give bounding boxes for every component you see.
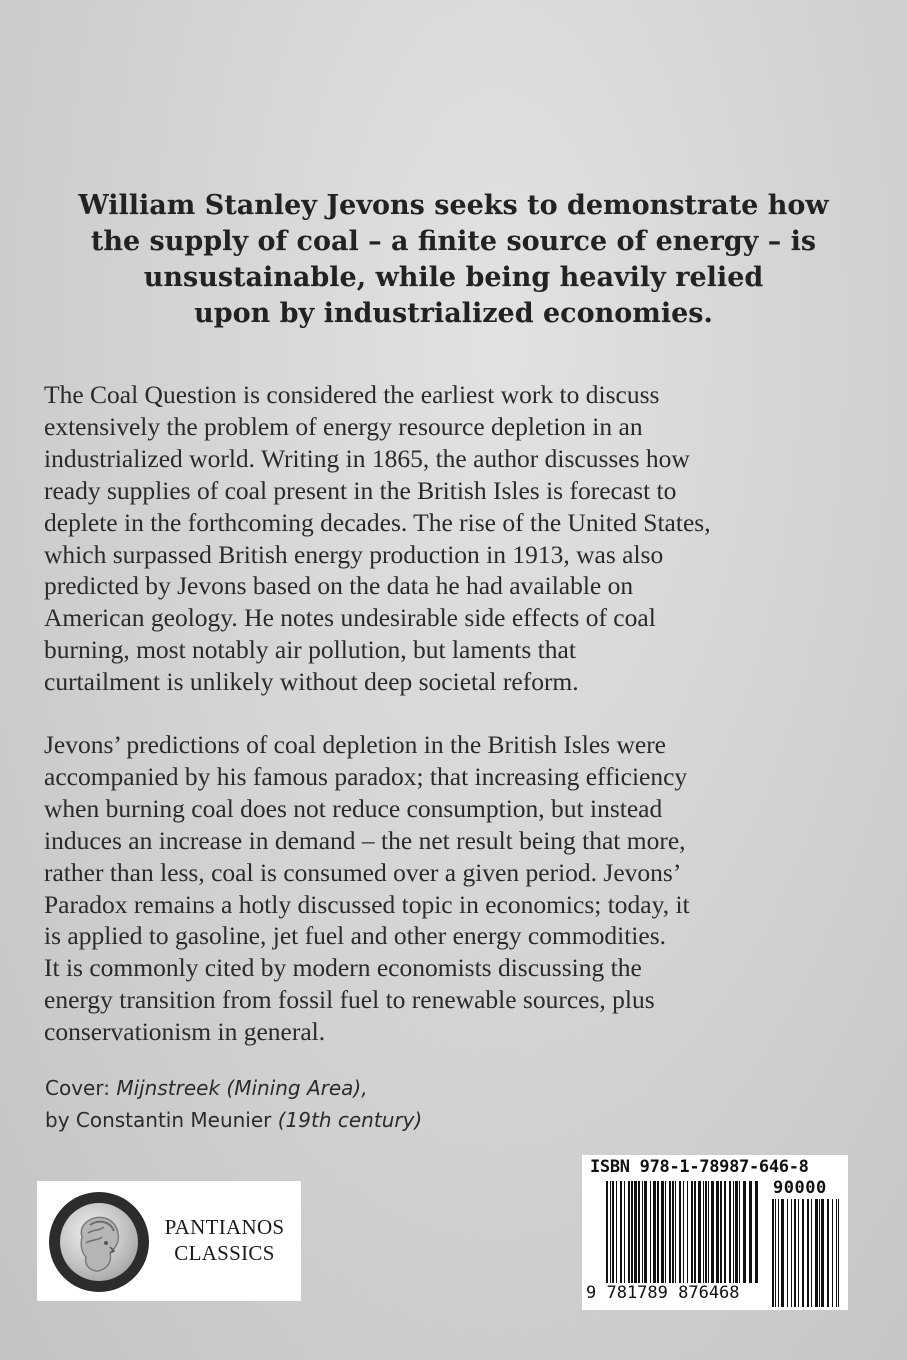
barcode-bar: [675, 1181, 676, 1283]
barcode-bar: [642, 1181, 643, 1283]
barcode-bar: [802, 1199, 804, 1307]
barcode-bar: [669, 1181, 671, 1283]
barcode-bar: [694, 1181, 696, 1283]
isbn-barcode: [582, 1155, 848, 1310]
paragraph-line: extensively the problem of energy resource depletion in an: [44, 411, 643, 441]
barcode-bar: [616, 1181, 617, 1283]
paragraph-line: induces an increase in demand – the net result being that more,: [44, 825, 686, 855]
barcode-bar: [819, 1199, 820, 1307]
paragraph-line: curtailment is unlikely without deep societal reform.: [44, 667, 579, 697]
tagline-line: William Stanley Jevons seeks to demonstrate how: [78, 190, 829, 221]
barcode-bar: [778, 1199, 779, 1307]
paragraph-line: accompanied by his famous paradox; that increasing efficiency: [44, 761, 688, 791]
barcode-bar: [661, 1181, 664, 1283]
barcode-bar: [749, 1181, 752, 1283]
paragraph-line: Paradox remains a hotly discussed topic in economics; today, it: [44, 889, 690, 919]
tagline-line: unsustainable, while being heavily relied: [143, 262, 764, 293]
tagline-line: upon by industrialized economies.: [194, 298, 713, 329]
barcode-bar: [631, 1181, 633, 1283]
paragraph-line: predicted by Jevons based on the data he had available on: [44, 571, 634, 601]
barcode-bar: [811, 1199, 812, 1307]
barcode-bar: [772, 1199, 774, 1307]
barcode-bar: [634, 1181, 637, 1283]
paragraph-line: American geology. He notes undesirable side effects of coal: [44, 603, 656, 633]
barcode-bar: [794, 1199, 796, 1307]
publisher-name: PANTIANOS CLASSICS: [164, 1215, 285, 1265]
isbn-label: ISBN 978-1-78987-646-8: [590, 1157, 809, 1177]
barcode-bar: [832, 1199, 833, 1307]
paragraph-line: Jevons’ predictions of coal depletion in the British Isles were: [44, 730, 666, 759]
barcode-bar: [815, 1199, 818, 1307]
barcode-bar: [781, 1199, 784, 1307]
credit-artwork-title: Mijnstreek (Mining Area),: [116, 1076, 368, 1100]
publisher-logo: [37, 1181, 301, 1301]
barcode-bar: [735, 1181, 738, 1283]
barcode-bar: [606, 1181, 608, 1283]
paragraph-line: is applied to gasoline, jet fuel and other energy commodities.: [44, 921, 666, 951]
barcode-bar: [720, 1181, 722, 1283]
barcode-bar: [787, 1199, 788, 1307]
barcode-bar: [683, 1181, 684, 1283]
paragraph-line: energy transition from fossil fuel to renewable sources, plus: [44, 985, 655, 1015]
barcode-bar: [657, 1181, 659, 1283]
barcode-bar: [716, 1181, 719, 1283]
tagline: [40, 188, 867, 332]
barcode-bar: [821, 1199, 824, 1307]
paragraph-line: The Coal Question is considered the earliest work to discuss: [44, 380, 660, 409]
barcode-bar: [705, 1181, 707, 1283]
barcode-bar: [743, 1181, 746, 1283]
credit-artist: by Constantin Meunier: [45, 1108, 278, 1132]
paragraph-line: industrialized world. Writing in 1865, the author discusses how: [44, 443, 690, 473]
credit-line-1: [45, 1072, 422, 1104]
barcode-bar: [644, 1181, 647, 1283]
barcode-bar: [827, 1199, 829, 1307]
barcode-bar: [755, 1181, 758, 1283]
credit-era: (19th century): [277, 1108, 423, 1132]
barcode-bar: [691, 1181, 693, 1283]
barcode-bar: [798, 1199, 799, 1307]
barcode-bar: [807, 1199, 809, 1307]
paragraph-line: deplete in the forthcoming decades. The rise of the United States,: [44, 507, 711, 537]
ean-digits: 9 781789 876468: [586, 1283, 740, 1303]
description-paragraph-2: [44, 729, 884, 1048]
barcode-bar: [724, 1181, 726, 1283]
paragraph-line: It is commonly cited by modern economists discussing the: [44, 953, 642, 983]
paragraph-line: when burning coal does not reduce consumption, but instead: [44, 793, 663, 823]
description-paragraph-1: [44, 379, 884, 698]
barcode-bar: [612, 1181, 614, 1283]
barcode-bar: [672, 1181, 674, 1283]
barcode-bar: [698, 1181, 701, 1283]
barcode-bar: [708, 1181, 709, 1283]
barcode-bar: [711, 1181, 714, 1283]
barcode-bar: [620, 1181, 622, 1283]
barcode-bar: [638, 1181, 640, 1283]
barcode-bar: [653, 1181, 656, 1283]
paragraph-line: conservationism in general.: [44, 1017, 326, 1047]
barcode-bar: [739, 1181, 740, 1283]
barcode-bar: [775, 1199, 776, 1307]
barcode-bar: [687, 1181, 688, 1283]
barcode-bar: [838, 1199, 839, 1307]
credit-line-2: [45, 1104, 422, 1136]
barcode-bar: [733, 1181, 734, 1283]
price-code: 90000: [773, 1178, 827, 1198]
barcode-bar: [703, 1181, 704, 1283]
barcode-bar: [679, 1181, 681, 1283]
paragraph-line: burning, most notably air pollution, but laments that: [44, 635, 576, 665]
credit-prefix: Cover:: [45, 1076, 117, 1100]
paragraph-line: which surpassed British energy production in 1913, was also: [44, 539, 664, 569]
barcode-bar: [624, 1181, 625, 1283]
barcode-bar: [665, 1181, 666, 1283]
barcode-bar: [650, 1181, 651, 1283]
paragraph-line: rather than less, coal is consumed over a given period. Jevons’: [44, 857, 682, 887]
barcode-bar: [610, 1181, 611, 1283]
barcode-bar: [836, 1199, 837, 1307]
barcode-bar: [791, 1199, 792, 1307]
barcode-bar: [729, 1181, 731, 1283]
tagline-line: the supply of coal – a finite source of energy – is: [90, 226, 817, 257]
barcode-bar: [628, 1181, 630, 1283]
paragraph-line: ready supplies of coal present in the British Isles is forecast to: [44, 475, 677, 505]
coin-portrait-icon: [49, 1192, 149, 1292]
cover-credit: [45, 1072, 422, 1136]
